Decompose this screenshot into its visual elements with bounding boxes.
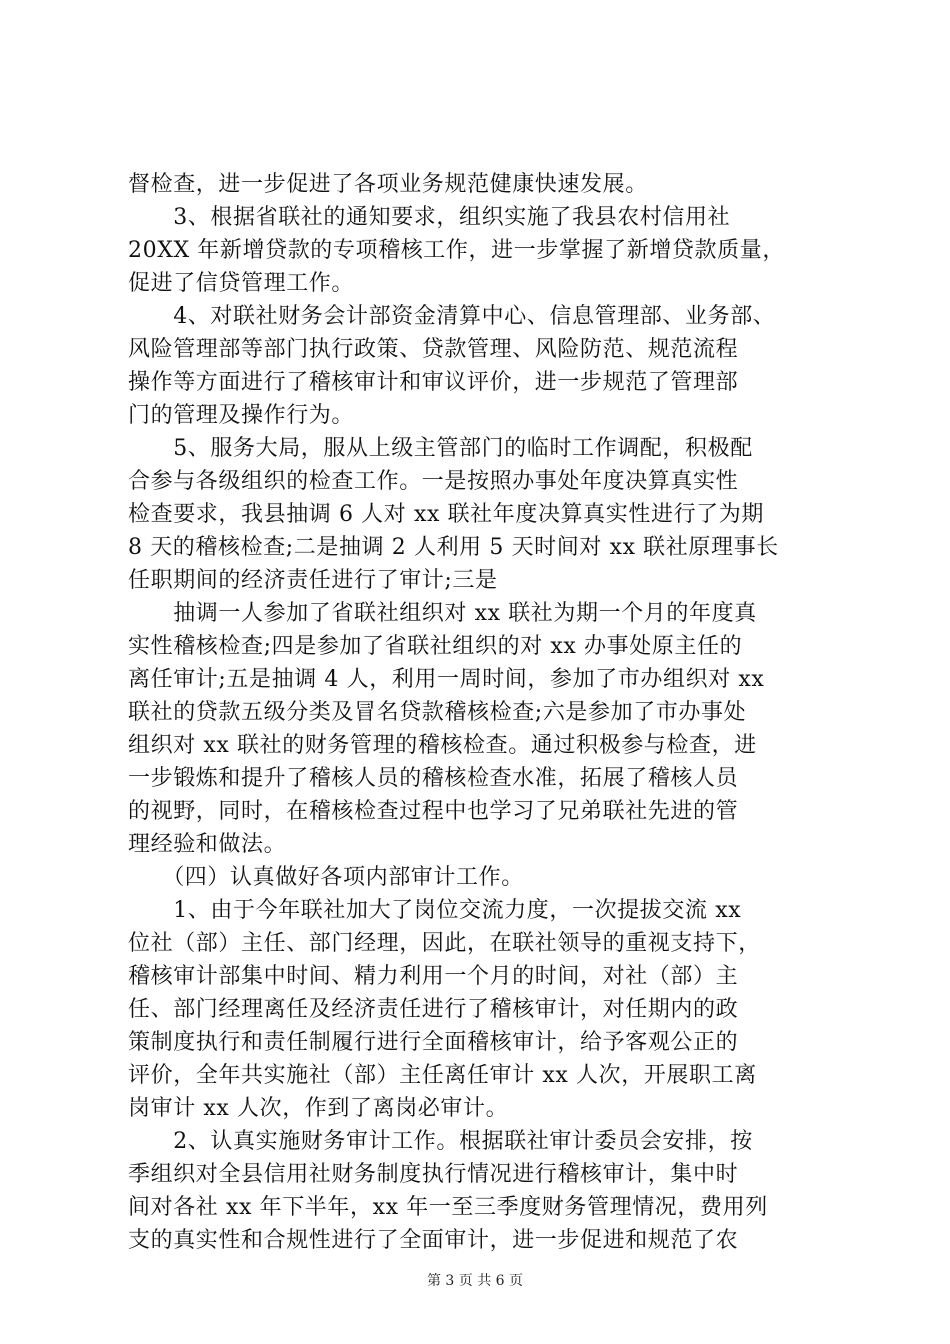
- text-line: 岗审计 xx 人次，作到了离岗必审计。: [128, 1096, 509, 1121]
- text-line: 的视野，同时，在稽核检查过程中也学习了兄弟联社先进的管: [128, 799, 739, 824]
- text-line: 20XX 年新增贷款的专项稽核工作，进一步掌握了新增贷款质量，: [128, 238, 785, 263]
- text-line: 8 天的稽核检查;二是抽调 2 人利用 5 天时间对 xx 联社原理事长: [128, 535, 779, 560]
- text-line: 组织对 xx 联社的财务管理的稽核检查。通过积极参与检查，进: [128, 733, 757, 758]
- text-line: 促进了信贷管理工作。: [128, 271, 355, 296]
- text-line: 支的真实性和合规性进行了全面审计，进一步促进和规范了农: [128, 1228, 739, 1253]
- text-line: 实性稽核检查;四是参加了省联社组织的对 xx 办事处原主任的: [128, 634, 743, 659]
- text-line: 位社（部）主任、部门经理，因此，在联社领导的重视支持下，: [128, 931, 761, 956]
- text-line: 5、服务大局，服从上级主管部门的临时工作调配，积极配: [128, 436, 753, 461]
- text-line: 策制度执行和责任制履行进行全面稽核审计，给予客观公正的: [128, 1030, 739, 1055]
- text-line: 2、认真实施财务审计工作。根据联社审计委员会安排，按: [128, 1129, 753, 1154]
- document-body: [128, 168, 833, 1257]
- text-line: 操作等方面进行了稽核审计和审议评价，进一步规范了管理部: [128, 370, 739, 395]
- text-line: 门的管理及操作行为。: [128, 403, 355, 428]
- text-line: 抽调一人参加了省联社组织对 xx 联社为期一个月的年度真: [128, 601, 757, 626]
- text-line: 4、对联社财务会计部资金清算中心、信息管理部、业务部、: [128, 304, 776, 329]
- text-line: 检查要求，我县抽调 6 人对 xx 联社年度决算真实性进行了为期: [128, 502, 764, 527]
- text-line: 评价，全年共实施社（部）主任离任审计 xx 人次，开展职工离: [128, 1063, 757, 1088]
- text-line: 季组织对全县信用社财务制度执行情况进行稽核审计，集中时: [128, 1162, 739, 1187]
- text-line: 联社的贷款五级分类及冒名贷款稽核检查;六是参加了市办事处: [128, 700, 747, 725]
- text-line: 督检查，进一步促进了各项业务规范健康快速发展。: [128, 172, 648, 197]
- text-line: 3、根据省联社的通知要求，组织实施了我县农村信用社: [128, 205, 731, 230]
- page-footer: 第 3 页 共 6 页: [426, 1273, 524, 1289]
- text-line: 任、部门经理离任及经济责任进行了稽核审计，对任期内的政: [128, 997, 739, 1022]
- text-line: 离任审计;五是抽调 4 人，利用一周时间，参加了市办组织对 xx: [128, 667, 765, 692]
- text-line: 1、由于今年联社加大了岗位交流力度，一次提拔交流 xx: [128, 898, 742, 923]
- text-line: 理经验和做法。: [128, 832, 287, 857]
- text-line: 稽核审计部集中时间、精力利用一个月的时间，对社（部）主: [128, 964, 739, 989]
- text-line: 任职期间的经济责任进行了审计;三是: [128, 568, 498, 593]
- text-line: （四）认真做好各项内部审计工作。: [128, 865, 524, 890]
- text-line: 风险管理部等部门执行政策、贷款管理、风险防范、规范流程: [128, 337, 739, 362]
- text-line: 间对各社 xx 年下半年，xx 年一至三季度财务管理情况，费用列: [128, 1195, 768, 1220]
- text-line: 合参与各级组织的检查工作。一是按照办事处年度决算真实性: [128, 469, 739, 494]
- text-line: 一步锻炼和提升了稽核人员的稽核检查水准，拓展了稽核人员: [128, 766, 739, 791]
